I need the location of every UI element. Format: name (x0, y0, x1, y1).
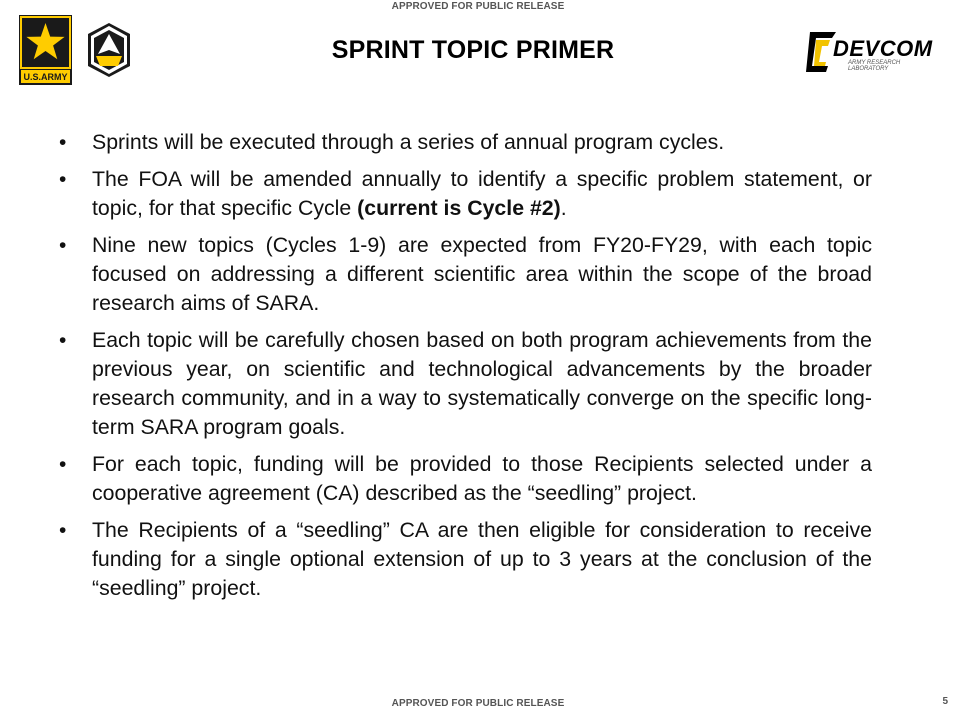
bullet-list (57, 128, 872, 611)
devcom-logo-subtext-1: ARMY RESEARCH (848, 60, 901, 66)
bullet-text: Each topic will be carefully chosen based on both program achievements from the previous year, on scientific and technological advancements by the broader research community, and in a way to systematically converge on the specific long-term SARA program goals. (92, 328, 872, 439)
page-number: 5 (942, 696, 948, 707)
release-notice-bottom: APPROVED FOR PUBLIC RELEASE (391, 698, 565, 709)
bullet-marker-icon: • (59, 453, 67, 476)
army-logo-text: U.S.ARMY (23, 72, 68, 82)
bullet-text: The FOA will be amended annually to identify a specific problem statement, or topic, for that specific Cycle (92, 167, 872, 220)
bullet-text: For each topic, funding will be provided to those Recipients selected under a cooperative agreement (CA) described as the “seedling” project. (92, 452, 872, 505)
bullet-marker-icon: • (59, 131, 67, 154)
bullet-item (57, 165, 872, 223)
devcom-logo-subtext-2: LABORATORY (848, 66, 889, 72)
bullet-text: Sprints will be executed through a series of annual program cycles. (92, 130, 725, 154)
bullet-item (57, 450, 872, 508)
bullet-item (57, 128, 872, 157)
bullet-marker-icon: • (59, 234, 67, 257)
bullet-item (57, 231, 872, 318)
bullet-text: The Recipients of a “seedling” CA are then eligible for consideration to receive funding for a single optional extension of up to 3 years at the conclusion of the “seedling” project. (92, 518, 872, 600)
bullet-item (57, 326, 872, 442)
bullet-marker-icon: • (59, 329, 67, 352)
bullet-trailing-text: . (560, 196, 567, 220)
bullet-marker-icon: • (59, 519, 67, 542)
bullet-item (57, 516, 872, 603)
page-title: SPRINT TOPIC PRIMER (331, 36, 615, 64)
bullet-marker-icon: • (59, 168, 67, 191)
release-notice-top: APPROVED FOR PUBLIC RELEASE (391, 1, 565, 12)
devcom-logo-text: DEVCOM (833, 36, 933, 61)
devcom-arl-logo-icon (806, 28, 938, 74)
bullet-bold-text: (current is Cycle #2) (357, 196, 561, 220)
bullet-text: Nine new topics (Cycles 1-9) are expected from FY20-FY29, with each topic focused on addressing a different scientific area within the scope of the broad research aims of SARA. (92, 233, 872, 315)
